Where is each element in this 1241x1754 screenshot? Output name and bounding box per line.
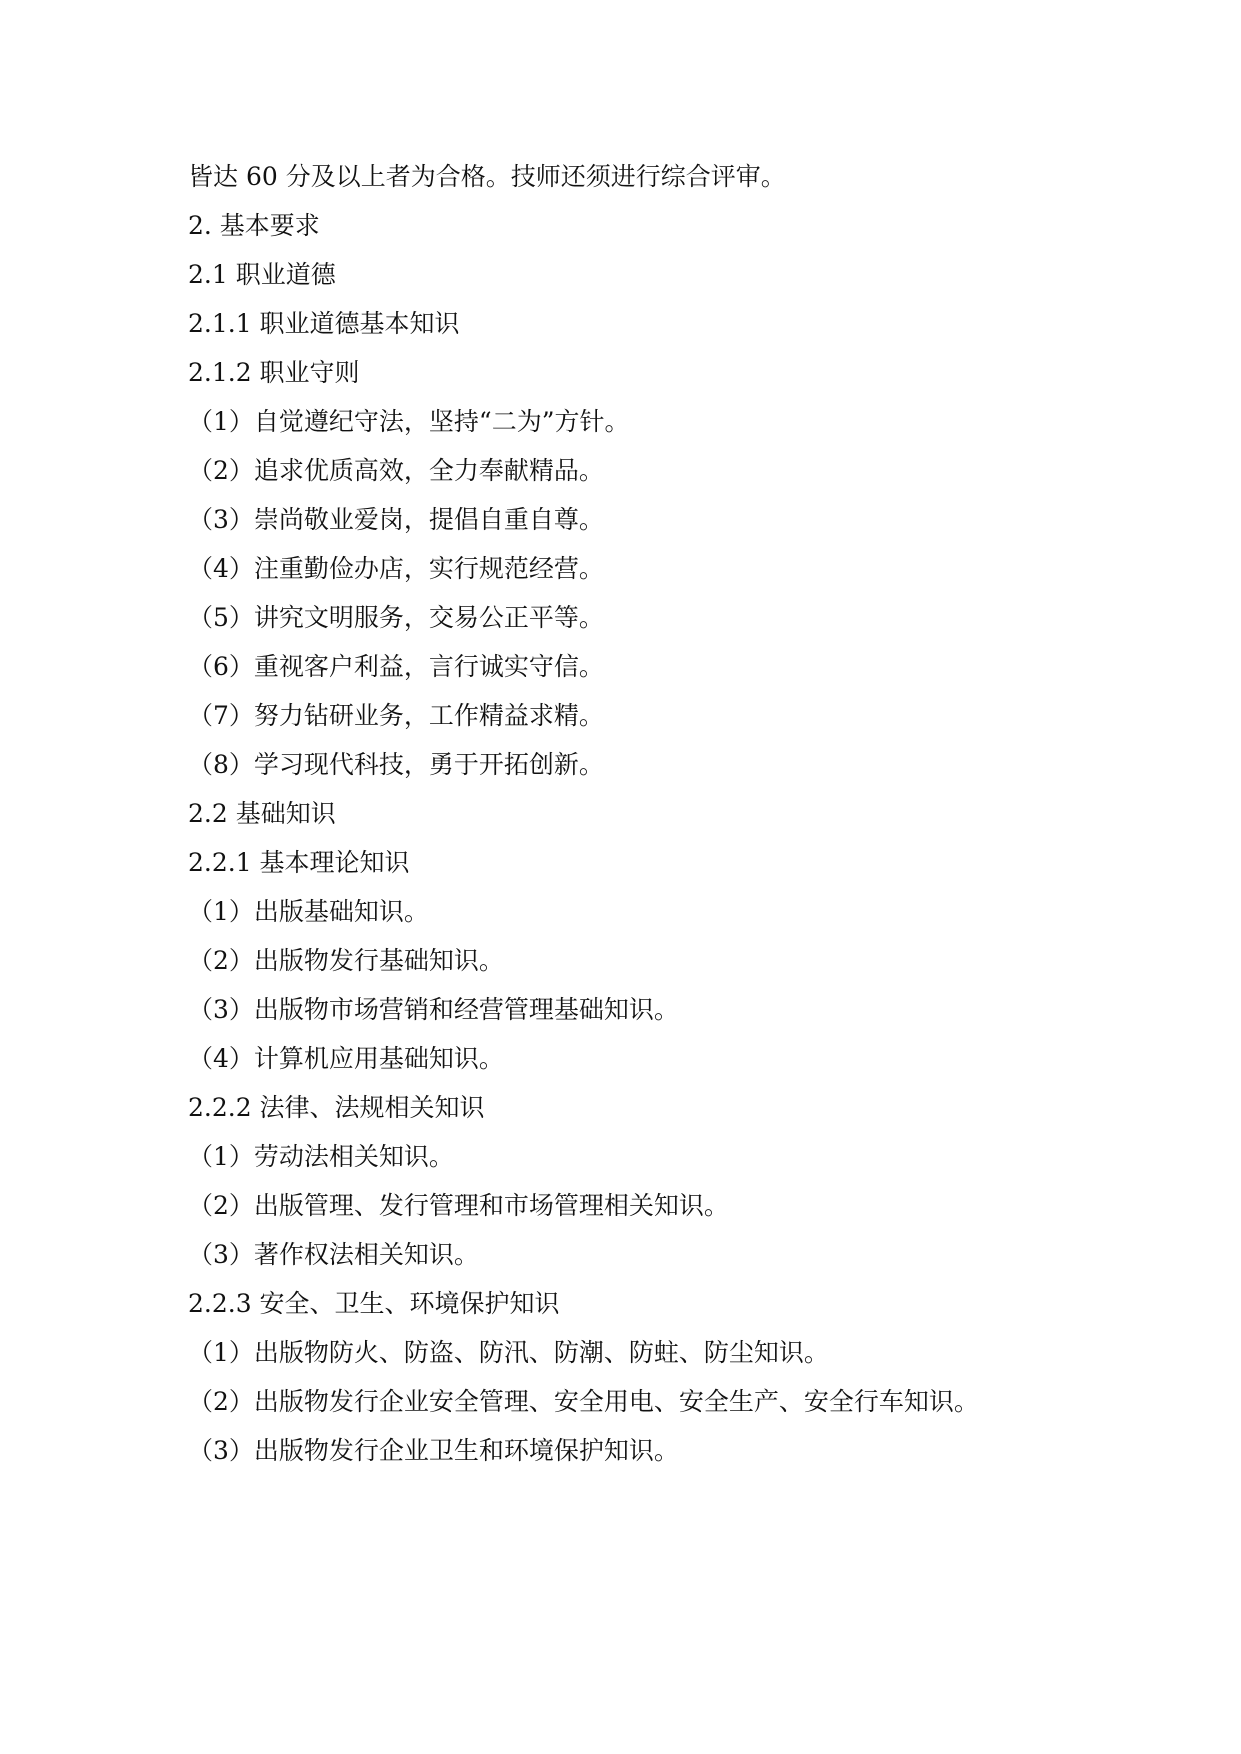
list-item: （1）出版基础知识。 bbox=[188, 897, 429, 926]
section-heading: 2. 基本要求 bbox=[188, 211, 320, 240]
list-item: （1）自觉遵纪守法，坚持“二为”方针。 bbox=[188, 407, 630, 436]
list-item: （3）出版物市场营销和经营管理基础知识。 bbox=[188, 995, 679, 1024]
section-heading: 2.2.1 基本理论知识 bbox=[188, 848, 410, 877]
list-item: （1）出版物防火、防盗、防汛、防潮、防蛀、防尘知识。 bbox=[188, 1338, 829, 1367]
section-heading: 2.1.2 职业守则 bbox=[188, 358, 360, 387]
list-item: （3）崇尚敬业爱岗，提倡自重自尊。 bbox=[188, 505, 604, 534]
section-heading: 2.1 职业道德 bbox=[188, 260, 336, 289]
list-item: （7）努力钻研业务，工作精益求精。 bbox=[188, 701, 604, 730]
document-body bbox=[188, 157, 1088, 1480]
list-item: （2）追求优质高效，全力奉献精品。 bbox=[188, 456, 604, 485]
list-item: （8）学习现代科技，勇于开拓创新。 bbox=[188, 750, 604, 779]
list-item: （4）计算机应用基础知识。 bbox=[188, 1044, 504, 1073]
list-item: （2）出版管理、发行管理和市场管理相关知识。 bbox=[188, 1191, 729, 1220]
section-heading: 2.1.1 职业道德基本知识 bbox=[188, 309, 460, 338]
list-item: （1）劳动法相关知识。 bbox=[188, 1142, 454, 1171]
list-item: （4）注重勤俭办店，实行规范经营。 bbox=[188, 554, 604, 583]
list-item: （6）重视客户利益，言行诚实守信。 bbox=[188, 652, 604, 681]
section-heading: 2.2.2 法律、法规相关知识 bbox=[188, 1093, 485, 1122]
paragraph-text: 皆达 60 分及以上者为合格。技师还须进行综合评审。 bbox=[188, 162, 786, 191]
list-item: （5）讲究文明服务，交易公正平等。 bbox=[188, 603, 604, 632]
list-item: （3）出版物发行企业卫生和环境保护知识。 bbox=[188, 1436, 679, 1465]
section-heading: 2.2.3 安全、卫生、环境保护知识 bbox=[188, 1289, 560, 1318]
list-item: （2）出版物发行基础知识。 bbox=[188, 946, 504, 975]
list-item: （3）著作权法相关知识。 bbox=[188, 1240, 479, 1269]
section-heading: 2.2 基础知识 bbox=[188, 799, 336, 828]
list-item: （2）出版物发行企业安全管理、安全用电、安全生产、安全行车知识。 bbox=[188, 1387, 979, 1416]
